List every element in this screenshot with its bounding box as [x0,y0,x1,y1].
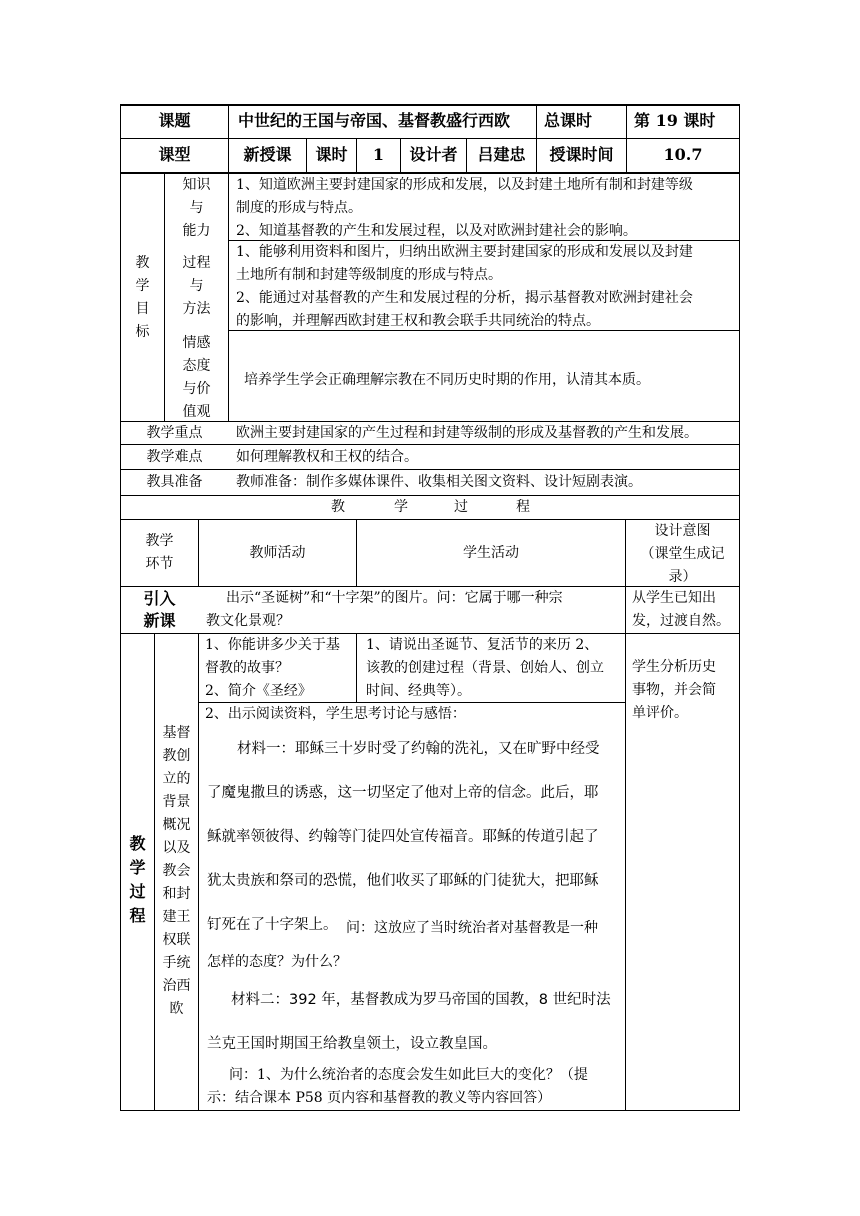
focus-text: 欧洲主要封建国家的产生过程和封建等级制的形成及基督教的产生和发展。 [236,425,698,441]
process-line: 1、能够利用资料和图片，归纳出欧洲主要封建国家的形成和发展以及封建 [236,244,693,260]
emotion-text: 培养学生学会正确理解宗教在不同历史时期的作用，认清其本质。 [244,372,650,388]
sub-label-line: 概况 [162,817,191,833]
goals-label-char: 标 [135,324,150,340]
intro-line: 教文化景观？ [206,613,290,629]
designer-value: 吕建忠 [477,145,526,164]
question-one-b: 怎样的态度？为什么？ [207,954,347,970]
question-one-a: 问：这放应了当时统治者对基督教是一种 [346,920,598,936]
question2-line: 问：1、为什么统治者的态度会发生如此巨大的变化？（提 [229,1067,588,1083]
material2-line: 材料二：392 年，基督教成为罗马帝国的国教，8 世纪时法 [231,992,611,1008]
main-label-char: 学 [129,858,146,877]
process-title-char: 过 [454,499,468,515]
intro-intent-line: 从学生已知出 [632,590,716,606]
col-intent-header [626,520,739,589]
teacher1-line: 督教的故事？ [205,660,289,676]
col-stage-line: 环节 [145,556,174,572]
material1-line: 了魔鬼撒旦的诱惑，这一切坚定了他对上帝的信念。此后，耶 [207,785,599,801]
col-intent-line: （课堂生成记 [640,546,725,562]
process-label-line: 方法 [182,301,211,317]
main-label-char: 程 [129,906,146,925]
main-label-char: 教 [129,834,146,853]
sub-label-line: 欧 [169,1001,184,1017]
process-line: 的影响，并理解西欧封建王权和教会联手共同统治的特点。 [236,313,600,329]
hours-value: 1 [372,145,385,164]
main-intent [632,656,716,725]
goals-label-char: 学 [135,278,150,294]
goals-label-char: 目 [135,301,150,317]
sub-label-line: 手统 [162,955,191,971]
goals-label-char: 教 [135,255,150,271]
total-hours-value: 第 19 课时 [634,111,716,130]
emotion-label [165,332,228,424]
teacher1-line: 1、你能讲多少关于基 [205,637,340,653]
sub-label-line: 治西 [162,978,191,994]
emotion-label-line: 与价 [182,381,211,397]
type-value: 新授课 [243,145,292,164]
difficulty-text: 如何理解教权和王权的结合。 [236,449,418,465]
knowledge-line: 制度的形成与特点。 [236,200,362,216]
student-activity-1 [366,634,604,703]
process-title-char: 教 [331,499,345,515]
sub-label-line: 建王 [162,909,191,925]
student1-line: 时间、经典等）。 [366,683,471,699]
process-label-line: 过程 [182,255,211,271]
prep-label: 教具准备 [146,474,203,490]
teacher1-line: 2、简介《圣经》 [205,683,312,699]
main-intent-line: 事物，并会简 [632,682,716,698]
col-student-header: 学生活动 [463,545,519,561]
sub-label-line: 基督 [162,725,191,741]
intro-label [121,588,198,632]
intro-label-line: 引入 [143,589,176,608]
intro-intent [632,587,730,633]
process-label-line: 与 [189,278,204,294]
topic-label: 课题 [158,111,191,130]
intro-intent-line: 发，过渡自然。 [632,613,730,629]
knowledge-text [236,174,693,243]
emotion-label-line: 态度 [182,358,211,374]
question2-line: 示：结合课本 P58 页内容和基督教的教义等内容回答） [207,1090,552,1106]
question-two [207,1064,588,1110]
total-hours-label: 总课时 [544,111,593,130]
main-label-char: 过 [129,882,146,901]
process-method-text [236,241,693,333]
focus-label: 教学重点 [146,425,203,441]
sub-label-line: 和封 [162,886,191,902]
knowledge-label-line: 与 [189,200,204,216]
process-line: 土地所有制和封建等级制度的形成与特点。 [236,267,502,283]
process-method-label [165,252,228,321]
sub-label-line: 权联 [162,932,191,948]
col-teacher-header: 教师活动 [249,545,306,561]
topic-title: 中世纪的王国与帝国、基督教盛行西欧 [238,111,511,130]
prep-text: 教师准备：制作多媒体课件、收集相关图文资料、设计短剧表演。 [236,474,642,490]
reading-intro: 2、出示阅读资料，学生思考讨论与感悟： [205,706,466,722]
sub-label-line: 以及 [162,840,191,856]
teacher-activity-1 [205,634,340,703]
student1-line: 1、请说出圣诞节、复活节的来历 2、 [366,637,599,653]
sub-label-line: 教会 [162,863,191,879]
col-stage-line: 教学 [145,533,174,549]
time-label: 授课时间 [549,145,614,164]
material1-line: 材料一：耶稣三十岁时受了约翰的洗礼，又在旷野中经受 [237,741,600,757]
emotion-label-line: 值观 [182,404,211,420]
material2-line: 兰克王国时期国王给教皇领土，设立教皇国。 [207,1036,497,1052]
emotion-label-line: 情感 [182,335,211,351]
main-label [121,832,154,928]
material1-line: 犹太贵族和祭司的恐慌，他们收买了耶稣的门徒犹大，把耶稣 [207,873,599,889]
col-intent-line: 设计意图 [654,523,711,539]
intro-text [206,587,563,633]
knowledge-line: 2、知道基督教的产生和发展过程，以及对欧洲封建社会的影响。 [236,223,637,239]
material-two [207,978,611,1066]
sub-label-line: 背景 [162,794,191,810]
knowledge-label-line: 能力 [182,223,211,239]
main-sub-label [155,722,198,1021]
difficulty-label: 教学难点 [146,449,203,465]
material-one [207,727,599,947]
knowledge-line: 1、知道欧洲主要封建国家的形成和发展，以及封建土地所有制和封建等级 [236,177,693,193]
student1-line: 该教的创建过程（背景、创始人、创立 [366,660,604,676]
knowledge-label-line: 知识 [182,177,211,193]
knowledge-label [165,174,228,243]
process-title-char: 程 [516,499,530,515]
col-stage-header [121,530,198,576]
goals-label [121,252,164,344]
material1-line: 钉死在了十字架上。 [207,917,338,933]
material1-line: 稣就率领彼得、约翰等门徒四处宣传福音。耶稣的传道引起了 [207,829,599,845]
intro-line: 出示“圣诞树”和“十字架”的图片。问：它属于哪一种宗 [226,590,563,606]
sub-label-line: 立的 [162,771,191,787]
type-label: 课型 [158,145,191,164]
sub-label-line: 教创 [162,748,191,764]
main-intent-line: 单评价。 [632,705,688,721]
designer-label: 设计者 [409,145,458,164]
process-line: 2、能通过对基督教的产生和发展过程的分析，揭示基督教对欧洲封建社会 [236,290,693,306]
col-intent-line: 录） [668,569,697,585]
process-title-char: 学 [394,499,408,515]
main-intent-line: 学生分析历史 [632,659,716,675]
time-value: 10.7 [663,145,703,164]
intro-label-line: 新课 [143,611,176,630]
hours-label: 课时 [315,145,348,164]
